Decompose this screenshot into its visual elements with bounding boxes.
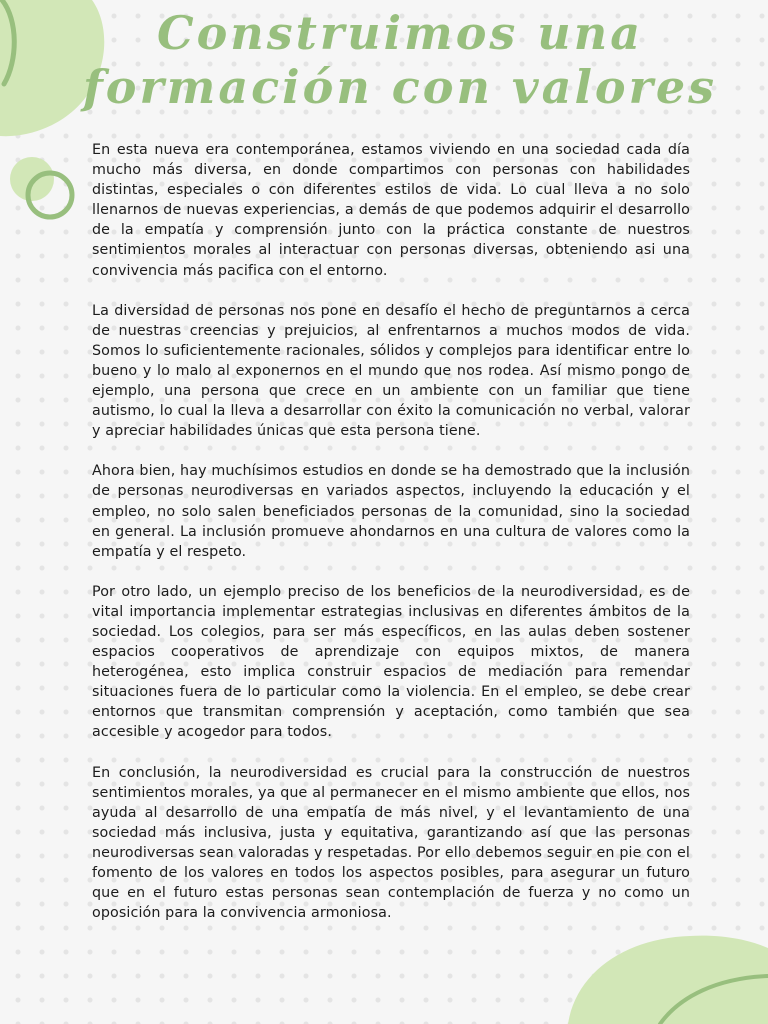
paragraph-1: En esta nueva era contemporánea, estamos viviendo en una sociedad cada día mucho más diversa, en donde compartimos con personas con habilidades distintas, especiales o con diferentes estilos de vida. Lo cual lleva a no solo llenarnos de nuevas experiencias, a demás de que podemos adquirir el desarrollo de la empatía y comprensión junto con la práctica constante de nuestros sentimientos morales al interactuar con personas diversas, obteniendo asi una convivencia más pacifica con el entorno.	[92, 142, 690, 279]
paragraph-2: La diversidad de personas nos pone en desafío el hecho de preguntarnos a cerca de nuestras creencias y prejuicios, al enfrentarnos a muchos modos de vida. Somos lo suficientemente racionales, sólidos y complejos para identificar entre lo bueno y lo malo al exponernos en el mundo que nos rodea. Así mismo pongo de ejemplo, una persona que crece en un ambiente con un familiar que tiene autismo, lo cual la lleva a desarrollar con éxito la comunicación no verbal, valorar y apreciar habilidades únicas que esta persona tiene.	[92, 302, 690, 440]
decorative-blob-bottom-right	[568, 934, 768, 1024]
paragraph-4: Por otro lado, un ejemplo preciso de los beneficios de la neurodiversidad, es de vital importancia implementar estrategias inclusivas en diferentes ámbitos de la sociedad. Los colegios, para ser más específicos, en las aulas deben sostener espacios cooperativos de aprendizaje con equipos mixtos, de manera heterogénea, esto implica construir espacios de mediación para remendar situaciones fuera de lo particular como la violencia. En el empleo, se debe crear entornos que transmitan comprensión y aceptación, como también que sea accesible y acogedor para todos.	[92, 583, 690, 741]
decorative-circles	[6, 156, 78, 222]
page-title	[60, 6, 740, 114]
title-line-2: formación con valores	[82, 60, 718, 114]
article-body	[92, 140, 690, 943]
paragraph-5: En conclusión, la neurodiversidad es crucial para la construcción de nuestros sentimientos morales, ya que al permanecer en el mismo ambiente que ellos, nos ayuda al desarrollo de una empatía de más nivel, y el levantamiento de una sociedad más inclusiva, justa y equitativa, garantizando así que las personas neurodiversas sean valoradas y respetadas. Por ello debemos seguir en pie con el fomento de los valores en todos los aspectos posibles, para asegurar un futuro que en el futuro estas personas sean contemplación de fuerza y no como un oposición para la convivencia armoniosa.	[92, 764, 690, 922]
paragraph-3: Ahora bien, hay muchísimos estudios en donde se ha demostrado que la inclusión de personas neurodiversas en variados aspectos, incluyendo la educación y el empleo, no solo salen beneficiados personas de la comunidad, sino la sociedad en general. La inclusión promueve ahondarnos en una cultura de valores como la empatía y el respeto.	[92, 463, 690, 560]
title-line-1: Construimos una	[157, 6, 643, 60]
